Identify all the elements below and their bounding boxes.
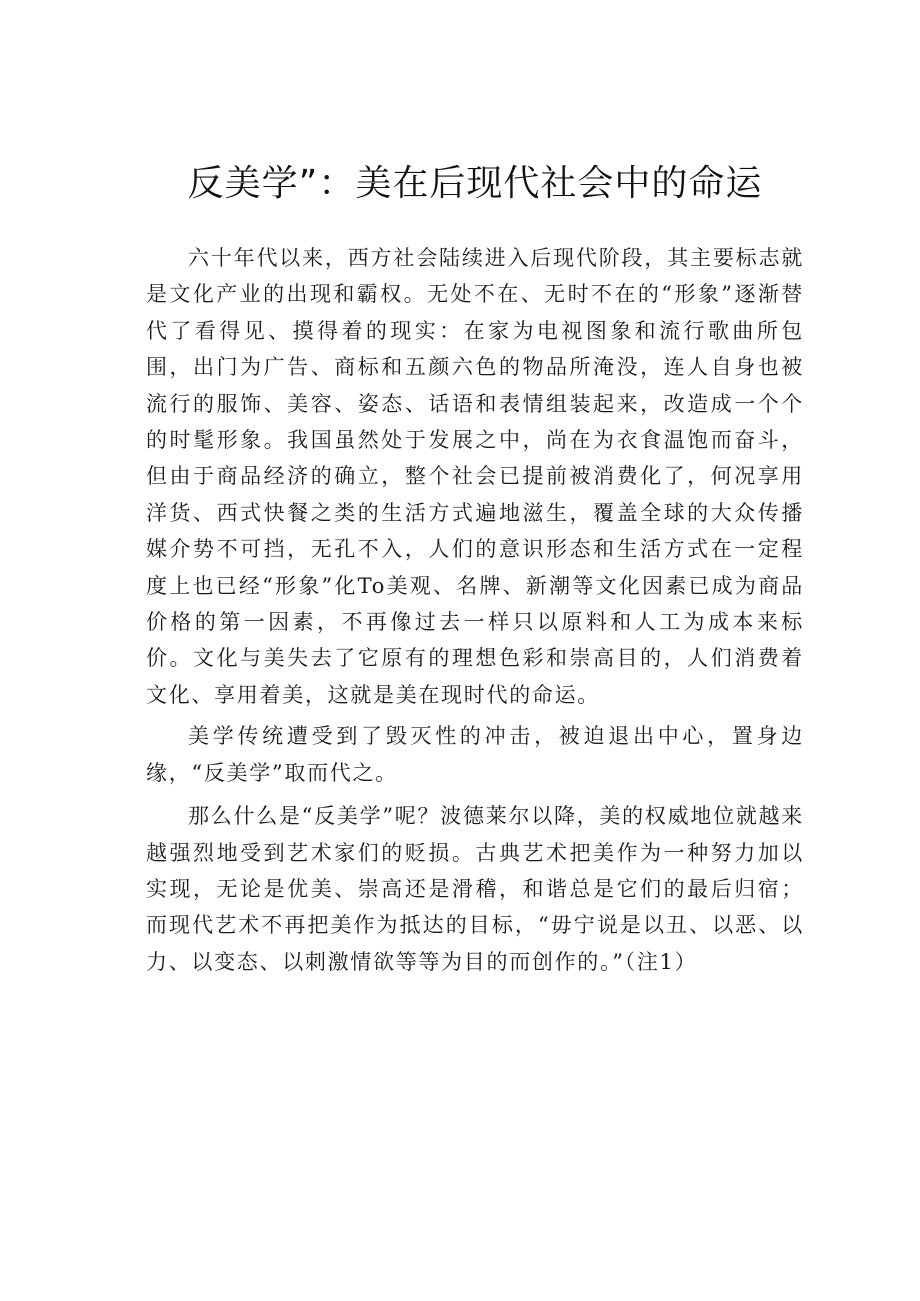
paragraph-3: 那么什么是“反美学”呢？波德莱尔以降，美的权威地位就越来越强烈地受到艺术家们的贬损。古典艺术把美作为一种努力加以实现，无论是优美、崇高还是滑稽，和谐总是它们的最后归宿；而现代艺术不再把美作为抵达的目标，“毋宁说是以丑、以恶、以力、以变态、以刺激情欲等等为目的而创作的。”（注1） [146,804,804,974]
paragraph-1: 六十年代以来，西方社会陆续进入后现代阶段，其主要标志就是文化产业的出现和霸权。无处不在、无时不在的“形象”逐渐替代了看得见、摸得着的现实：在家为电视图象和流行歌曲所包围，出门为广告、商标和五颜六色的物品所淹没，连人自身也被流行的服饰、美容、姿态、话语和表情组装起来，改造成一个个的时髦形象。我国虽然处于发展之中，尚在为衣食温饱而奋斗，但由于商品经济的确立，整个社会已提前被消费化了，何况享用洋货、西式快餐之类的生活方式遍地滋生，覆盖全球的大众传播媒介势不可挡，无孔不入，人们的意识形态和生活方式在一定程度上也已经“形象”化To美观、名牌、新潮等文化因素已成为商品价格的第一因素，不再像过去一样只以原料和人工为成本来标价。文化与美失去了它原有的理想色彩和崇高目的，人们消费着文化、享用着美，这就是美在现时代的命运。 [146,246,804,707]
document-body [146,240,804,980]
document-title: 反美学”：美在后现代社会中的命运 [187,163,763,204]
paragraph-2: 美学传统遭受到了毁灭性的冲击，被迫退出中心，置身边缘，“反美学”取而代之。 [146,724,804,785]
